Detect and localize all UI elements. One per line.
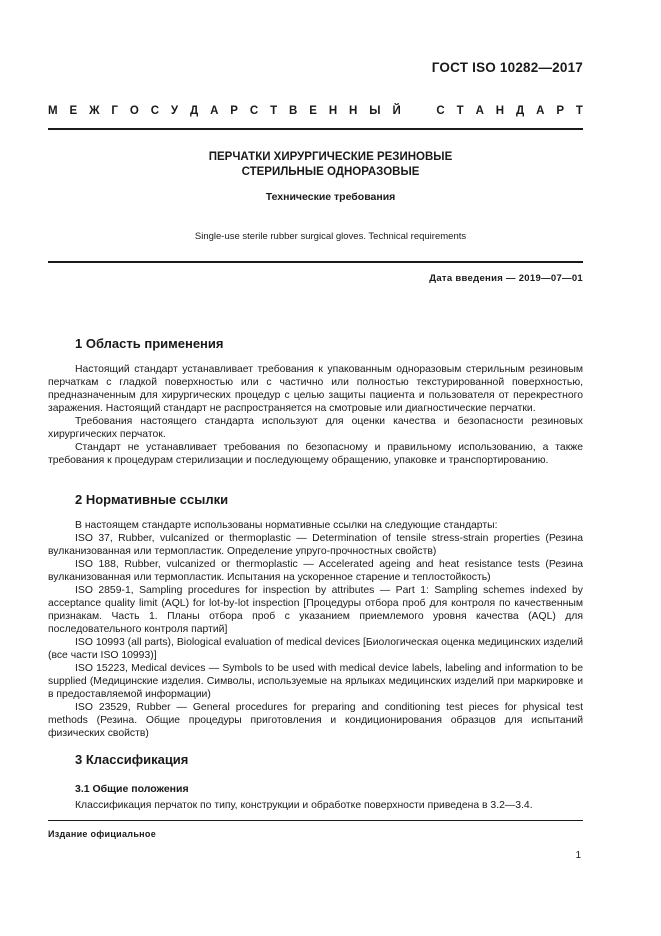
banner-letter: Н [349,105,358,117]
paragraph: В настоящем стандарте использованы нормативные ссылки на следующие стандарты: [75,520,498,531]
banner-letter: С [150,105,159,117]
banner-letter: Н [328,105,338,117]
banner-letter: С [436,105,445,117]
english-title: Single-use sterile rubber surgical gloves. Technical requirements [194,231,467,242]
footer-rule [48,820,583,821]
reference-iso-10993: ISO 10993 (all parts), Biological evaluation of medical devices [Биологическая оценка медицинских изделий (все части ISO 10993)] [48,637,583,661]
banner-letter: Р [556,105,565,117]
banner-letter: А [210,105,219,117]
section-2-body [48,519,583,740]
reference-iso-2859-1: ISO 2859-1, Sampling procedures for inspection by attributes — Part 1: Sampling schemes indexed by acceptance quality limit (AQL) for lot-by-lot inspection [Процедуры отбора проб для контроля по качественным признакам. Часть 1. Планы отбора проб с указанием приемлемого уровня качества (AQL) для последовательного контроля партий] [48,585,583,635]
title-line-2: СТЕРИЛЬНЫЕ ОДНОРАЗОВЫЕ [241,166,420,178]
title-rule [48,261,583,263]
section-3-1-heading: 3.1 Общие положения [75,783,189,795]
document-title [0,150,661,180]
document-subtitle: Технические требования [265,191,396,203]
banner-letter: Т [575,105,583,117]
page-number: 1 [575,850,581,861]
paragraph: Требования настоящего стандарта используют для оценки качества и безопасности резиновых хирургических перчаток. [48,416,583,440]
banner-letter: С [249,105,259,117]
paragraph: Классификация перчаток по типу, конструкции и обработке поверхности приведена в 3.2—3.4. [75,800,533,811]
banner-letter: Е [309,105,317,117]
banner-letter: Н [495,105,505,117]
section-1-heading: 1 Область применения [75,336,224,351]
title-line-1: ПЕРЧАТКИ ХИРУРГИЧЕСКИЕ РЕЗИНОВЫЕ [208,151,453,163]
interstate-standard-banner [48,105,583,117]
banner-letter: Ы [369,105,381,117]
header-rule [48,128,583,130]
reference-iso-23529: ISO 23529, Rubber — General procedures for preparing and conditioning test pieces for physical test methods (Резина. Общие процедуры приготовления и кондиционирования образцов для испытаний физических свойств) [48,702,583,739]
banner-letter: М [48,105,58,117]
paragraph: Стандарт не устанавливает требования по безопасному и правильному использованию, а также требования к процедурам стерилизации и последующему обращению, упаковке и транспортированию. [48,442,583,466]
official-edition-note: Издание официальное [48,829,157,839]
banner-letter: Ж [89,105,100,117]
banner-letter: Е [69,105,78,117]
banner-letter: Д [516,105,525,117]
reference-iso-15223: ISO 15223, Medical devices — Symbols to be used with medical device labels, labeling and information to be supplied (Медицинские изделия. Символы, используемые на ярлыках медицинских изделий при маркировке и в предоставляемой информации) [48,663,583,700]
paragraph: Настоящий стандарт устанавливает требования к упакованным одноразовым стерильным резиновым перчаткам с гладкой поверхностью или с частично или полностью текстурированной поверхностью, предназначенным для хирургических процедур с целью защиты пациента и пользователя от перекрестного заражения. Настоящий стандарт не распространяется на смотровые или диагностические перчатки. [48,364,583,414]
section-1-body [48,363,583,467]
banner-letter: О [129,105,139,117]
banner-letter: Г [111,105,118,117]
standard-code: ГОСТ ISO 10282—2017 [431,60,583,75]
banner-letter: Р [230,105,238,117]
introduction-date: Дата введения — 2019—07—01 [429,273,583,284]
banner-letter: Т [456,105,464,117]
banner-letter: Й [392,105,401,117]
reference-iso-188: ISO 188, Rubber, vulcanized or thermoplastic — Accelerated ageing and heat resistance tests (Резина вулканизованная или термопластик. Испытания на ускоренное старение и теплостойкость) [48,559,583,583]
banner-letter: В [289,105,298,117]
section-3-heading: 3 Классификация [75,752,189,767]
reference-iso-37: ISO 37, Rubber, vulcanized or thermoplastic — Determination of tensile stress-strain properties (Резина вулканизованная или термопластик. Определение упруго-прочностных свойств) [48,533,583,557]
section-3-body [48,799,583,812]
banner-letter: А [475,105,484,117]
banner-letter: А [536,105,545,117]
banner-letter: Т [270,105,278,117]
banner-letter: У [170,105,179,117]
banner-letter: Д [189,105,199,117]
section-2-heading: 2 Нормативные ссылки [75,492,229,507]
